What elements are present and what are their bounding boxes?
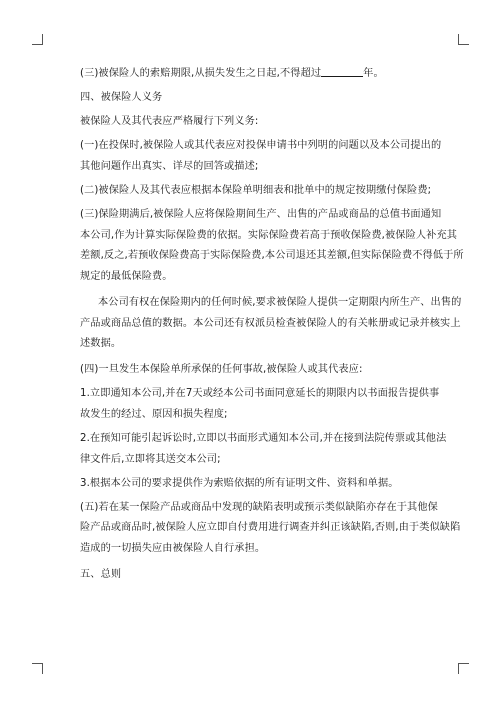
crop-mark-top-left <box>32 34 43 45</box>
sub-item-2-line-1: 2.在预知可能引起诉讼时,立即以书面形式通知本公司,并在接到法院传票或其他法 <box>80 433 447 444</box>
sub-item-3: 3.根据本公司的要求提供作为索赔依据的所有证明文件、资料和单据。 <box>80 477 399 489</box>
item-1-line-1: (一)在投保时,被保险人或其代表应对投保申请书中列明的问题以及本公司提出的 <box>80 140 442 152</box>
document-body <box>80 64 464 586</box>
claim-period-paragraph <box>80 64 425 85</box>
inspection-right-line-3: 述数据。 <box>80 338 122 350</box>
crop-mark-bottom-right <box>458 663 469 674</box>
inspection-right-line-1: 本公司有权在保险期内的任何时候,要求被保险人提供一定期限内所生产、出售的 <box>98 296 462 308</box>
inspection-right-line-2: 产品或商品总值的数据。本公司还有权派员检查被保险人的有关帐册或记录并核实上 <box>80 317 461 329</box>
item-1-line-2: 其他问题作出真实、详尽的回答或描述; <box>80 160 259 172</box>
item-3-line-3: 差额,反之,若预收保险费高于实际保险费,本公司退还其差额,但实际保险费不得低于所 <box>80 250 464 262</box>
item-5-line-3: 造成的一切损失应由被保险人自行承担。 <box>80 542 266 554</box>
item-5-line-1: (五)若在某一保险产品或商品中发现的缺陷表明或预示类似缺陷亦存在于其他保 <box>80 501 438 513</box>
sub-item-1-line-1: 1.立即通知本公司,并在7天或经本公司书面同意延长的期限内以书面报告提供事 <box>80 388 440 400</box>
claim-period-suffix: 年。 <box>363 68 384 79</box>
sub-item-1-line-2: 故发生的经过、原因和损失程度; <box>80 408 228 420</box>
section-heading-5: 五、总则 <box>80 569 122 581</box>
obligations-intro: 被保险人及其代表应严格履行下列义务: <box>80 116 259 128</box>
item-2: (二)被保险人及其代表应根据本保险单明细表和批单中的规定按期缴付保险费; <box>80 184 432 196</box>
item-4: (四)一旦发生本保险单所承保的任何事故,被保险人或其代表应: <box>80 364 363 376</box>
item-3-line-1: (三)保险期满后,被保险人应将保险期间生产、出售的产品或商品的总值书面通知 <box>80 209 442 221</box>
item-5-line-2: 险产品或商品时,被保险人应立即自付费用进行调查并纠正该缺陷,否则,由于类似缺陷 <box>80 522 461 534</box>
sub-item-2-line-2: 律文件后,立即将其送交本公司; <box>80 453 221 465</box>
claim-period-text: (三)被保险人的索赔期限,从损失发生之日起,不得超过 <box>80 68 322 79</box>
fill-in-blank <box>321 66 363 77</box>
item-3-line-4: 规定的最低保险费。 <box>80 270 173 282</box>
item-3-line-2: 本公司,作为计算实际保险费的依据。实际保险费若高于预收保险费,被保险人补充其 <box>80 229 458 241</box>
section-heading-4: 四、被保险人义务 <box>80 92 163 104</box>
crop-mark-top-right <box>458 34 469 45</box>
crop-mark-bottom-left <box>32 663 43 674</box>
